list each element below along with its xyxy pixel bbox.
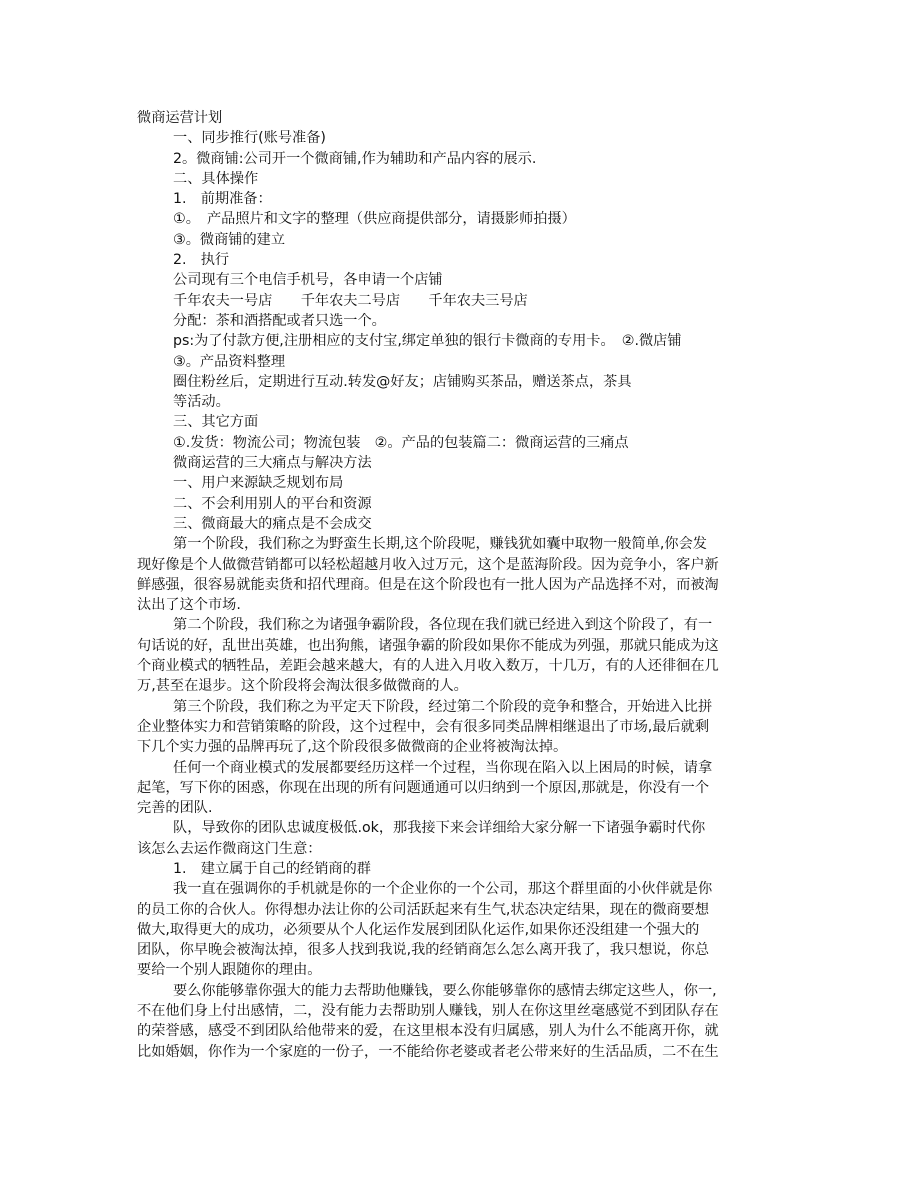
paragraph-line: 的荣誉感，感受不到团队给他带来的爱，在这里根本没有归属感，别人为什么不能离开你，就 <box>137 1023 719 1040</box>
document-title: 微商运营计划 <box>137 110 223 126</box>
paragraph-line: 队，导致你的团队忠诚度极低.ok，那我接下来会详细给大家分解一下诸强争霸时代你 <box>173 820 706 837</box>
text-line: 2. 执行 <box>173 252 230 269</box>
text-line: 二、具体操作 <box>173 170 259 187</box>
paragraph-line: 不在他们身上付出感情，二，没有能力去帮助别人赚钱，别人在你这里丝毫感觉不到团队存在 <box>137 1003 719 1020</box>
paragraph-line: 企业整体实力和营销策略的阶段，这个过程中，会有很多同类品牌相继退出了市场,最后就剩 <box>137 718 710 735</box>
document-body <box>137 108 777 1062</box>
paragraph-line: 我一直在强调你的手机就是你的一个企业你的一个公司，那这个群里面的小伙伴就是你 <box>173 881 713 898</box>
text-line: ①。 产品照片和文字的整理（供应商提供部分，请摄影师拍摄） <box>173 211 576 228</box>
paragraph-line: 的员工你的合伙人。你得想办法让你的公司活跃起来有生气,状态决定结果，现在的微商要想 <box>137 901 710 918</box>
text-line: 三、微商最大的痛点是不会成交 <box>173 515 372 532</box>
paragraph-line: 要给一个别人跟随你的理由。 <box>137 962 322 979</box>
text-line: 等活动。 <box>173 394 230 411</box>
section-heading: 1. 建立属于自己的经销商的群 <box>173 860 371 877</box>
paragraph-line: 汰出了这个市场. <box>137 597 241 614</box>
paragraph-line: 下几个实力强的品牌再玩了,这个阶段很多做微商的企业将被淘汰掉。 <box>137 739 568 756</box>
text-line: 圈住粉丝后，定期进行互动.转发@好友；店铺购买茶品，赠送茶点，茶具 <box>173 373 632 390</box>
paragraph-line: 现好像是个人做微营销都可以轻松超越月收入过万元，这个是蓝海阶段。因为竞争小，客户新 <box>137 556 719 573</box>
text-line: 千年农夫一号店 千年农夫二号店 千年农夫三号店 <box>173 292 528 309</box>
text-line: ①.发货：物流公司；物流包装 ②。产品的包装篇二：微商运营的三痛点 <box>173 434 629 451</box>
paragraph-line: 比如婚姻，你作为一个家庭的一份子，一不能给你老婆或者老公带来好的生活品质，二不在生 <box>137 1043 719 1060</box>
text-line: 公司现有三个电信手机号，各申请一个店铺 <box>173 272 443 289</box>
text-line: ③。产品资料整理 <box>173 353 286 370</box>
paragraph <box>137 981 777 1062</box>
paragraph-line: 鲜感强，很容易就能卖货和招代理商。但是在这个阶段也有一批人因为产品选择不对，而被淘 <box>137 576 719 593</box>
paragraph-line: 第二个阶段，我们称之为诸强争霸阶段，各位现在我们就已经进入到这个阶段了，有一 <box>173 617 713 634</box>
text-line: 分配：茶和酒搭配或者只选一个。 <box>173 312 386 329</box>
text-line: 一、用户来源缺乏规划布局 <box>173 475 344 492</box>
paragraph <box>137 758 777 819</box>
paragraph-line: 团队，你早晚会被淘汰掉，很多人找到我说,我的经销商怎么怎么离开我了，我只想说，你总 <box>137 942 710 959</box>
text-line: 1. 前期准备： <box>173 191 272 208</box>
paragraph <box>137 697 777 758</box>
paragraph <box>137 615 777 696</box>
paragraph-line: 句话说的好，乱世出英雄，也出狗熊，诸强争霸的阶段如果你不能成为列强，那就只能成为这 <box>137 637 719 654</box>
paragraph-line: 做大,取得更大的成功，必须要从个人化运作发展到团队化运作,如果你还没组建一个强大的 <box>137 921 700 938</box>
paragraph <box>137 534 777 615</box>
paragraph-line: 个商业模式的牺牲品，差距会越来越大，有的人进入月收入数万，十几万，有的人还徘徊在几 <box>137 658 719 675</box>
text-line: ③。微商铺的建立 <box>173 231 286 248</box>
paragraph-line: 第一个阶段，我们称之为野蛮生长期,这个阶段呢，赚钱犹如囊中取物一般简单,你会发 <box>173 536 707 553</box>
text-line: 2。微商铺:公司开一个微商铺,作为辅助和产品内容的展示. <box>173 150 537 167</box>
paragraph-line: 该怎么去运作微商这门生意： <box>137 840 322 857</box>
paragraph-line: 第三个阶段，我们称之为平定天下阶段，经过第二个阶段的竞争和整合，开始进入比拼 <box>173 698 713 715</box>
text-line: 三、其它方面 <box>173 414 259 431</box>
paragraph-line: 完善的团队. <box>137 800 213 817</box>
paragraph-line: 任何一个商业模式的发展都要经历这样一个过程，当你现在陷入以上困局的时候，请拿 <box>173 759 713 776</box>
paragraph-line: 万,甚至在退步。这个阶段将会淘汰很多做微商的人。 <box>137 678 468 695</box>
text-line: ps:为了付款方便,注册相应的支付宝,绑定单独的银行卡微商的专用卡。 ②.微店铺 <box>173 333 682 350</box>
paragraph-line: 要么你能够靠你强大的能力去帮助他赚钱，要么你能够靠你的感情去绑定这些人，你一, <box>173 982 717 999</box>
paragraph <box>137 879 777 980</box>
text-line: 一、同步推行(账号准备) <box>173 130 326 147</box>
text-line: 微商运营的三大痛点与解决方法 <box>173 455 372 472</box>
paragraph <box>137 818 777 859</box>
paragraph-line: 起笔，写下你的困惑，你现在出现的所有问题通通可以归纳到一个原因,那就是，你没有一个 <box>137 779 710 796</box>
text-line: 二、不会利用别人的平台和资源 <box>173 495 372 512</box>
